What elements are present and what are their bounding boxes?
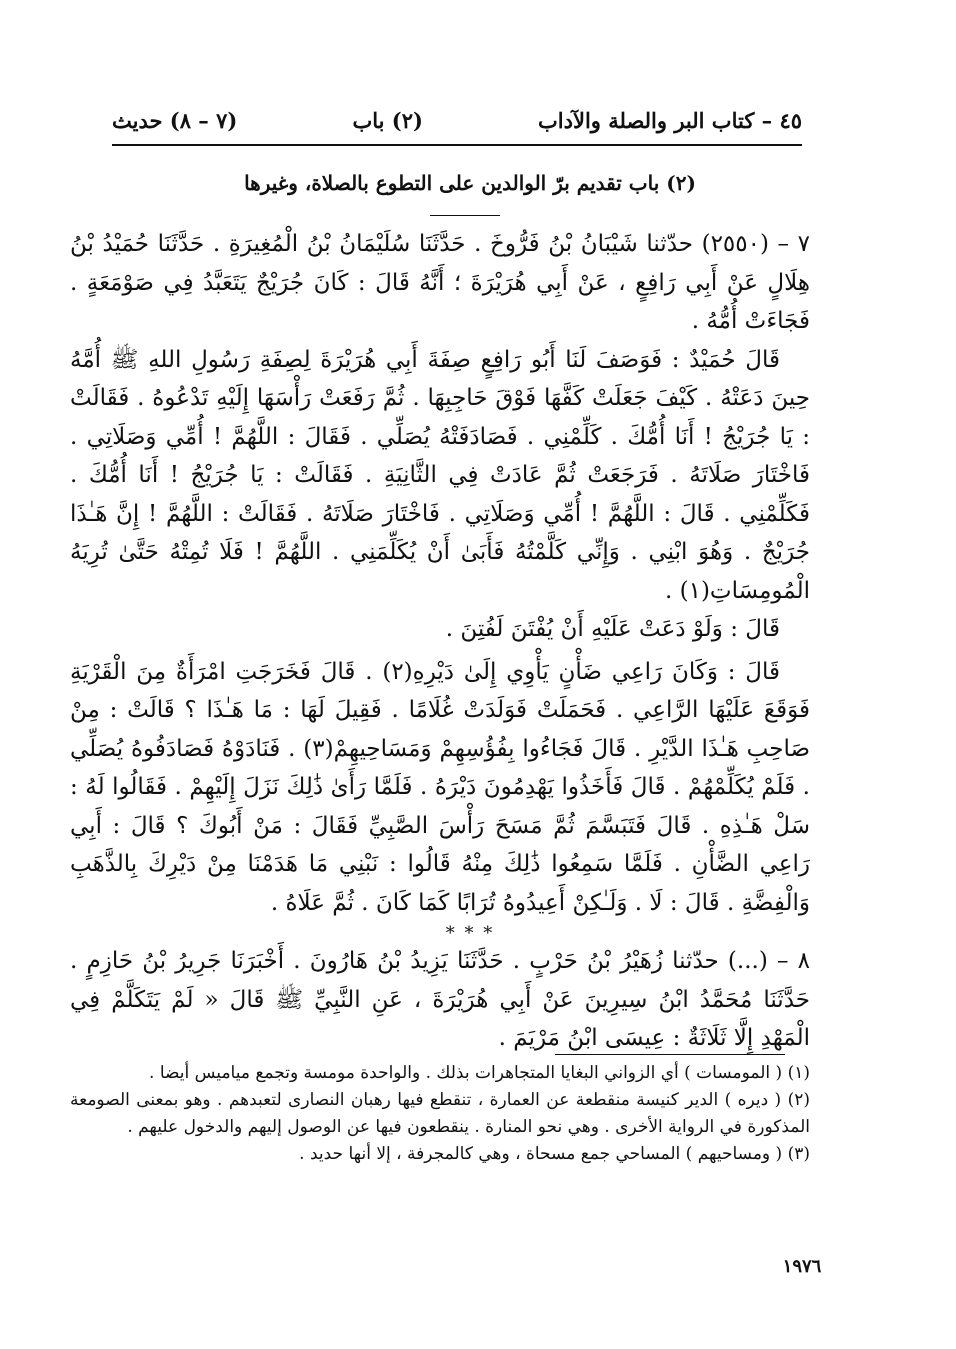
header-hadith-range: (٧ – ٨) حديث: [112, 107, 238, 133]
paragraph: قَالَ : وَلَوْ دَعَتْ عَلَيْهِ أَنْ يُفْتَنَ لَفُتِنَ .: [445, 616, 780, 642]
header-rule: [112, 144, 802, 146]
footnote-rule: [555, 1054, 785, 1055]
page-number: ١٩٧٦: [782, 1256, 822, 1277]
hadith-8-text: [70, 942, 810, 1058]
chapter-title: (٢) باب تقديم برّ الوالدين على التطوع بالصلاة، وغيرها: [244, 171, 696, 195]
paragraph: قَالَ : وَكَانَ رَاعِي ضَأْنٍ يَأْوِي إِلَىٰ دَيْرِهِ(٢) . قَالَ فَخَرَجَتِ امْرَأَةٌ مِنَ الْقَرْيَةِ فَوَقَعَ عَلَيْهَا الرَّاعِي . فَحَمَلَتْ فَوَلَدَتْ غُلَامًا . فَقِيلَ لَهَا : مَا هَـٰذَا ؟ قَالَتْ : مِنْ صَاحِبِ هَـٰذَا الدَّيْرِ . قَالَ فَجَاءُوا بِفُؤُسِهِمْ وَمَسَاحِيهِمْ(٣) . فَنَادَوْهُ فَصَادَفُوهُ يُصَلِّي . فَلَمْ يُكَلِّمْهُمْ . قَالَ فَأَخَذُوا يَهْدِمُونَ دَيْرَهُ . فَلَمَّا رَأَىٰ ذَٰلِكَ نَزَلَ إِلَيْهِمْ . فَقَالُوا لَهُ : سَلْ هَـٰذِهِ . قَالَ فَتَبَسَّمَ ثُمَّ مَسَحَ رَأْسَ الصَّبِيِّ فَقَالَ : مَنْ أَبُوكَ ؟ قَالَ : أَبِي رَاعِي الضَّأْنِ . فَلَمَّا سَمِعُوا ذَٰلِكَ مِنْهُ قَالُوا : نَبْنِي مَا هَدَمْنَا مِنْ دَيْرِكَ بِالذَّهَبِ وَالْفِضَّةِ . قَالَ : لَا . وَلَـٰكِنْ أَعِيدُوهُ تُرَابًا كَمَا كَانَ . ثُمَّ عَلَاهُ .: [70, 658, 811, 916]
section-separator: * * *: [445, 923, 495, 944]
title-underline: [430, 215, 500, 216]
footnotes: [70, 1060, 810, 1168]
paragraph: قَالَ حُمَيْدٌ : فَوَصَفَ لَنَا أَبُو رَافِعٍ صِفَةَ أَبِي هُرَيْرَةَ لِصِفَةِ رَسُولِ اللهِ ﷺ أُمَّهُ حِينَ دَعَتْهُ . كَيْفَ جَعَلَتْ كَفَّهَا فَوْقَ حَاجِبِهَا . ثُمَّ رَفَعَتْ رَأْسَهَا إِلَيْهِ تَدْعُوهُ . فَقَالَتْ : يَا جُرَيْجُ ! أَنَا أُمُّكَ . كَلِّمْنِي . فَصَادَفَتْهُ يُصَلِّي . فَقَالَ : اللَّهُمَّ ! أُمِّي وَصَلَاتِي . فَاخْتَارَ صَلَاتَهُ . فَرَجَعَتْ ثُمَّ عَادَتْ فِي الثَّانِيَةِ . فَقَالَتْ : يَا جُرَيْجُ ! أَنَا أُمُّكَ . فَكَلِّمْنِي . قَالَ : اللَّهُمَّ ! أُمِّي وَصَلَاتِي . فَاخْتَارَ صَلَاتَهُ . فَقَالَتْ : اللَّهُمَّ ! إِنَّ هَـٰذَا جُرَيْجٌ . وَهُوَ ابْنِي . وَإِنِّي كَلَّمْتُهُ فَأَبَىٰ أَنْ يُكَلِّمَنِي . اللَّهُمَّ ! فَلَا تُمِتْهُ حَتَّىٰ تُرِيَهُ الْمُومِسَاتِ(١) .: [70, 346, 810, 604]
footnote: (٢) ( ديره ) الدير كنيسة منقطعة عن العمارة ، تنقطع فيها رهبان النصارى لتعبدهم . وهو بمعنى الصومعة المذكورة في الرواية الأخرى . وهي نحو المنارة . ينقطعون فيها عن الوصول إليهم والدخول عليهم .: [70, 1090, 810, 1137]
footnote: (١) ( المومسات ) أي الزواني البغايا المتجاهرات بذلك . والواحدة مومسة وتجمع مياميس أيضا .: [149, 1063, 810, 1083]
footnote: (٣) ( ومساحيهم ) المساحي جمع مسحاة ، وهي كالمجرفة ، إلا أنها حديد .: [299, 1144, 810, 1164]
hadith-7-text: [70, 225, 810, 922]
paragraph: ٧ – (٢٥٥٠) حدّثنا شَيْبَانُ بْنُ فَرُّوخَ . حَدَّثَنَا سُلَيْمَانُ بْنُ الْمُغِيرَةِ . حَدَّثَنَا حُمَيْدُ بْنُ هِلَالٍ عَنْ أَبِي رَافِعٍ ، عَنْ أَبِي هُرَيْرَةَ ؛ أَنَّهُ قَالَ : كَانَ جُرَيْجٌ يَتَعَبَّدُ فِي صَوْمَعَةٍ . فَجَاءَتْ أُمُّهُ .: [70, 231, 810, 334]
header-book-title: ٤٥ – كتاب البر والصلة والآداب: [538, 107, 802, 133]
header-chapter: (٢) باب: [352, 107, 423, 133]
running-header: [112, 100, 802, 140]
paragraph: ٨ – (...) حدّثنا زُهَيْرُ بْنُ حَرْبٍ . حَدَّثَنَا يَزِيدُ بْنُ هَارُونَ . أَخْبَرَنَا جَرِيرُ بْنُ حَازِمٍ . حَدَّثَنَا مُحَمَّدُ ابْنُ سِيرِينَ عَنْ أَبِي هُرَيْرَةَ ، عَنِ النَّبِيِّ ﷺ قَالَ « لَمْ يَتَكَلَّمْ فِي الْمَهْدِ إِلَّا ثَلَاثَةٌ : عِيسَى ابْنُ مَرْيَمَ .: [70, 948, 810, 1051]
